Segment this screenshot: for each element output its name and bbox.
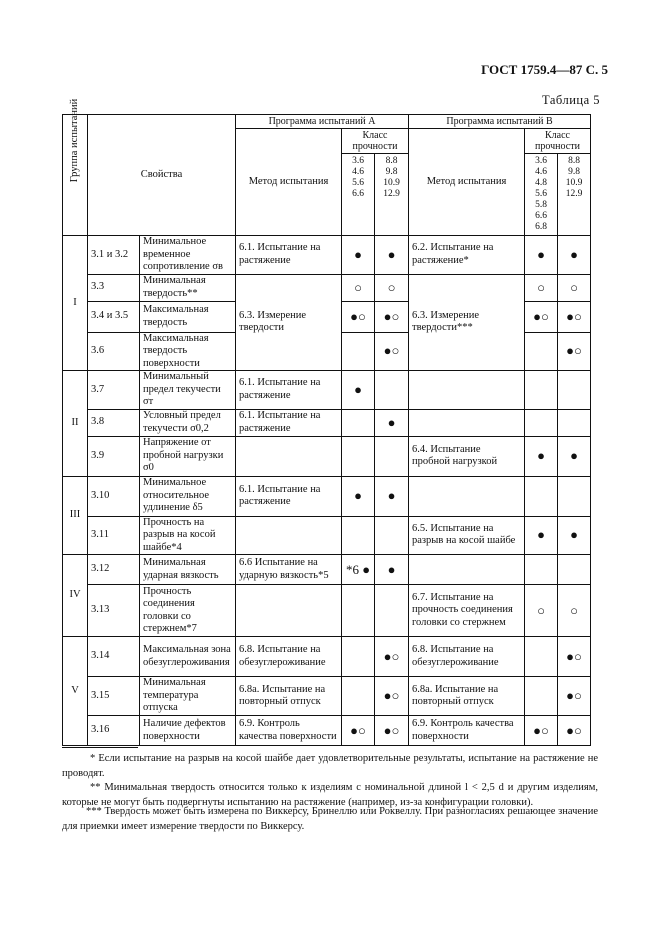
property: Минимальная температура отпуска [140,677,236,716]
mark-b2 [558,409,591,436]
mark-a2: ●○ [375,332,409,371]
mark-a1 [342,637,375,677]
mark-b2 [558,555,591,585]
mark-b2 [558,371,591,410]
strength-class-a-header: Класс прочности [342,129,409,154]
mark-b2: ○ [558,274,591,301]
table-row [63,516,591,555]
mark-a1: *6 ● [342,555,375,585]
table-row [63,476,591,516]
mark-a2: ● [375,476,409,516]
row-number: 3.6 [88,332,140,371]
b-classes-low: 3.6 4.6 4.8 5.6 5.8 6.6 6.8 [525,154,558,236]
mark-b1: ● [525,516,558,555]
method-b: 6.9. Контроль качества поверхности [409,716,525,746]
method-b [409,555,525,585]
method-a: 6.1. Испытание на растяжение [236,409,342,436]
group-label: IV [63,555,88,637]
property: Напряжение от пробной нагрузки σ0 [140,436,236,476]
properties-column-header: Свойства [88,115,236,236]
row-number: 3.4 и 3.5 [88,301,140,332]
table-row [63,555,591,585]
mark-b1 [525,476,558,516]
mark-a2 [375,585,409,637]
b-classes-high: 8.8 9.8 10.9 12.9 [558,154,591,236]
mark-b1 [525,555,558,585]
row-number: 3.3 [88,274,140,301]
mark-a1: ● [342,476,375,516]
property: Минимальное временное сопротивление σв [140,236,236,275]
property: Максимальная зона обезуглероживания [140,637,236,677]
table-row [63,274,591,301]
row-number: 3.15 [88,677,140,716]
row-number: 3.7 [88,371,140,410]
method-b: 6.7. Испытание на прочность соединения головки со стержнем [409,585,525,637]
method-a: 6.1. Испытание на растяжение [236,236,342,275]
footnote-divider [62,747,138,748]
footnote-3: *** Твердость может быть измерена по Виккерсу, Бринеллю или Роквеллу. При разногласиях решающее значение для приемки имеет измерение твердости по Виккерсу. [62,806,598,832]
row-number: 3.16 [88,716,140,746]
method-b: 6.8. Испытание на обезуглероживание [409,637,525,677]
mark-b1 [525,677,558,716]
footnote-1: * Если испытание на разрыв на косой шайбе дает удовлетворительные результаты, испытание на растяжение не проводят. [62,753,598,779]
method-a: 6.1. Испытание на растяжение [236,476,342,516]
method-b: 6.3. Измерение твердости*** [409,274,525,371]
method-a [236,436,342,476]
mark-b1: ●○ [525,716,558,746]
property: Минимальная ударная вязкость [140,555,236,585]
a-classes-high: 8.8 9.8 10.9 12.9 [375,154,409,236]
mark-a2: ○ [375,274,409,301]
mark-a2: ●○ [375,637,409,677]
mark-b2: ●○ [558,301,591,332]
mark-b2 [558,476,591,516]
method-a: 6.8а. Испытание на повторный отпуск [236,677,342,716]
property: Минимальный предел текучести σт [140,371,236,410]
table-row [63,236,591,275]
table-row [63,585,591,637]
mark-a1 [342,332,375,371]
method-b: 6.8а. Испытание на повторный отпуск [409,677,525,716]
mark-a1: ●○ [342,301,375,332]
mark-a2 [375,371,409,410]
method-b: 6.5. Испытание на разрыв на косой шайбе [409,516,525,555]
table-row [63,409,591,436]
table-row [63,677,591,716]
method-a: 6.9. Контроль качества поверхности [236,716,342,746]
method-b-header: Метод испытания [409,129,525,236]
method-b: 6.2. Испытание на растяжение* [409,236,525,275]
property: Прочность на разрыв на косой шайбе*4 [140,516,236,555]
mark-a1 [342,677,375,716]
mark-a2: ● [375,236,409,275]
group-label: II [63,371,88,477]
table-row [63,637,591,677]
mark-a2 [375,436,409,476]
row-number: 3.10 [88,476,140,516]
method-a: 6.3. Измерение твердости [236,274,342,371]
mark-a1 [342,409,375,436]
row-number: 3.13 [88,585,140,637]
mark-a2: ● [375,409,409,436]
group-label: I [63,236,88,371]
method-b [409,476,525,516]
mark-a1 [342,516,375,555]
program-a-header: Программа испытаний А [236,115,409,129]
row-number: 3.14 [88,637,140,677]
mark-b1: ○ [525,274,558,301]
mark-a1 [342,436,375,476]
method-a [236,585,342,637]
table-row [63,436,591,476]
property: Максимальная твердость поверхности [140,332,236,371]
property: Минимальная твердость** [140,274,236,301]
mark-a2 [375,516,409,555]
mark-a1 [342,585,375,637]
mark-b1 [525,409,558,436]
method-b: 6.4. Испытание пробной нагрузкой [409,436,525,476]
footnote-2: ** Минимальная твердость относится только к изделиям с номинальной длиной l < 2,5 d и другим изделиям, которые не могут быть подвергнуты испытанию на растяжение (например, из-за конфигурации головки). [62,782,598,808]
a-classes-low: 3.6 4.6 5.6 6.6 [342,154,375,236]
mark-b1 [525,332,558,371]
property: Минимальное относительное удлинение δ5 [140,476,236,516]
method-a: 6.6 Испытание на ударную вязкость*5 [236,555,342,585]
property: Наличие дефектов поверхности [140,716,236,746]
method-a: 6.1. Испытание на растяжение [236,371,342,410]
mark-a1: ● [342,236,375,275]
row-number: 3.9 [88,436,140,476]
mark-b1: ● [525,236,558,275]
mark-b1: ○ [525,585,558,637]
method-a [236,516,342,555]
table-row [63,371,591,410]
row-number: 3.8 [88,409,140,436]
mark-b2: ●○ [558,332,591,371]
mark-b2: ● [558,436,591,476]
row-number: 3.12 [88,555,140,585]
property: Прочность соединения головки со стержнем*7 [140,585,236,637]
table-caption: Таблица 5 [542,93,600,107]
group-label: V [63,637,88,746]
mark-a1: ○ [342,274,375,301]
mark-b2: ● [558,236,591,275]
property: Условный предел текучести σ0,2 [140,409,236,436]
page-header: ГОСТ 1759.4—87 С. 5 [481,62,608,77]
property: Максимальная твердость [140,301,236,332]
mark-b1 [525,637,558,677]
method-b [409,409,525,436]
program-b-header: Программа испытаний В [409,115,591,129]
mark-a1: ● [342,371,375,410]
mark-a2: ● [375,555,409,585]
table-row [63,716,591,746]
mark-a1: ●○ [342,716,375,746]
mark-b1: ● [525,436,558,476]
method-a: 6.8. Испытание на обезуглероживание [236,637,342,677]
mark-b1 [525,371,558,410]
mark-b2: ●○ [558,637,591,677]
mark-a2: ●○ [375,716,409,746]
method-a-header: Метод испытания [236,129,342,236]
mark-a2: ●○ [375,677,409,716]
mark-a2: ●○ [375,301,409,332]
mark-b2: ●○ [558,677,591,716]
mark-b1: ●○ [525,301,558,332]
row-number: 3.1 и 3.2 [88,236,140,275]
group-label: III [63,476,88,555]
strength-class-b-header: Класс прочности [525,129,591,154]
row-number: 3.11 [88,516,140,555]
mark-b2: ● [558,516,591,555]
method-b [409,371,525,410]
mark-b2: ○ [558,585,591,637]
mark-b2: ●○ [558,716,591,746]
group-column-header: Группа испытаний [63,115,88,236]
